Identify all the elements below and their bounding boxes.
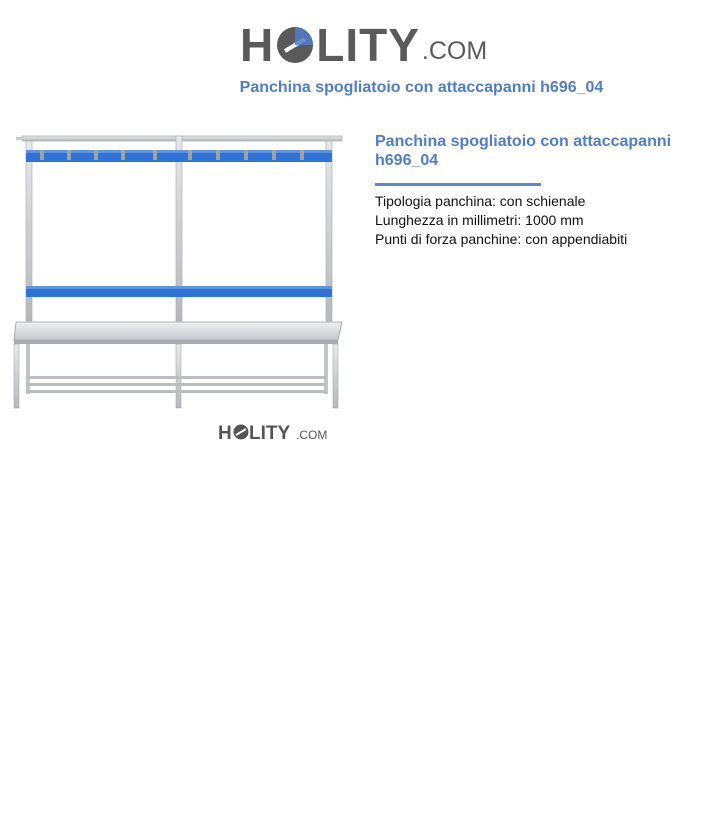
logo-text-h: H (240, 19, 275, 71)
logo-text-lity: LITY (316, 19, 420, 71)
site-logo[interactable] (240, 12, 488, 71)
title-divider (375, 183, 541, 186)
watermark-suffix: .COM (296, 428, 328, 442)
page-title: Panchina spogliatoio con attaccapanni h696_04 (239, 79, 604, 96)
product-info (375, 132, 705, 249)
image-watermark (218, 423, 327, 444)
product-image[interactable] (8, 126, 356, 448)
spec-length: Lunghezza in millimetri: 1000 mm (375, 212, 584, 228)
logo-o-icon (275, 25, 315, 65)
logo-wordmark (240, 19, 420, 71)
spec-bench-type: Tipologia panchina: con schienale (375, 193, 586, 209)
logo-suffix: .COM (421, 37, 488, 65)
watermark-text-lity: LITY (249, 423, 291, 444)
product-title: Panchina spogliatoio con attaccapanni h696_04 (375, 133, 672, 169)
spec-strengths: Punti di forza panchine: con appendiabiti (375, 231, 628, 247)
watermark-text-h: H (218, 423, 232, 444)
